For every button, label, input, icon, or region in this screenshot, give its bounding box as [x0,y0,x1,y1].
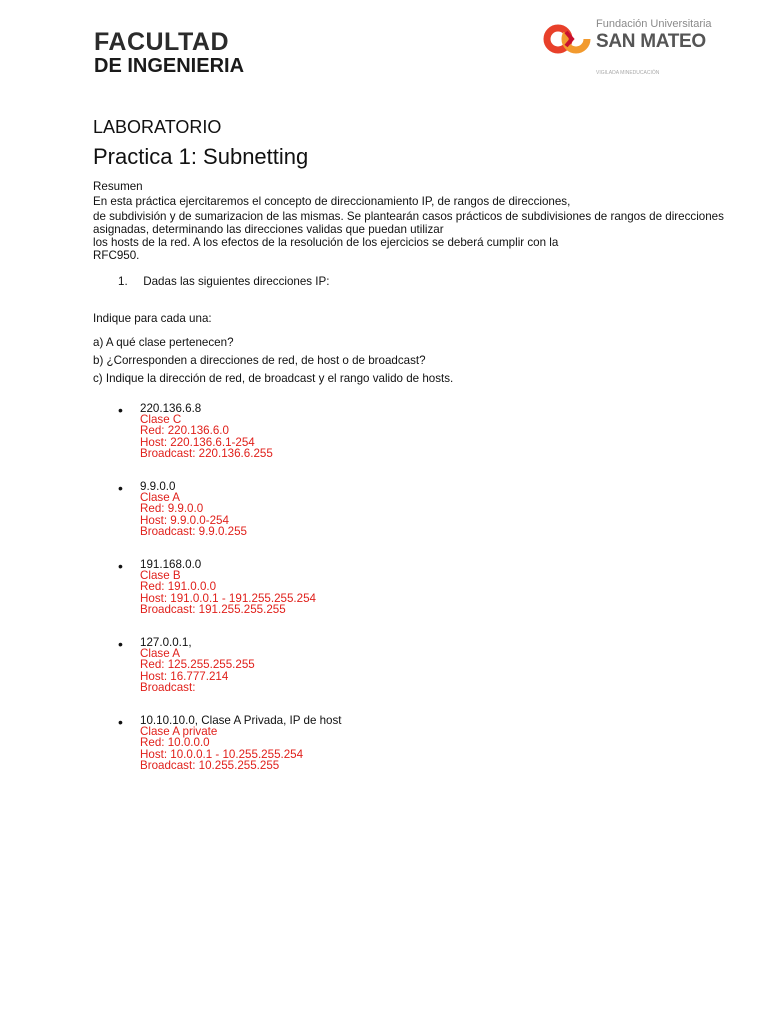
university-logo [542,14,712,84]
faculty-line1: FACULTAD [94,28,229,56]
section-heading: LABORATORIO [93,117,222,137]
ip-broadcast: Broadcast: 191.255.255.255 [140,602,286,616]
ip-address: 127.0.0.1, [140,636,192,650]
question-number: 1. [118,275,128,288]
ip-class: Clase B [140,569,181,583]
bullet: • [118,402,123,418]
bullet: • [118,480,123,497]
ip-broadcast: Broadcast: 9.9.0.255 [140,524,247,538]
ip-host-range: Host: 16.777.214 [140,669,229,683]
ip-host-range: Host: 220.136.6.1-254 [140,435,255,449]
ip-address: 9.9.0.0 [140,480,176,494]
summary-line: RFC950. [93,249,140,262]
bullet: • [118,714,123,731]
question-text: Dadas las siguientes direcciones IP: [143,275,330,288]
logo-name: SAN MATEO [596,31,706,52]
summary-line: los hosts de la red. A los efectos de la resolución de los ejercicios se deberá cumplir con la [93,236,559,249]
ip-network: Red: 10.0.0.0 [140,736,210,750]
summary-line: de subdivisión y de sumarizacion de las mismas. Se plantearán casos prácticos de subdivisiones de rangos de direcciones [93,210,724,223]
list-item [118,715,342,771]
instruction-text: Indique para cada una: [93,312,212,325]
ip-network: Red: 191.0.0.0 [140,580,217,594]
list-item [118,559,342,615]
logo-subtitle: Fundación Universitaria [596,18,712,30]
instructions [93,310,453,388]
sub-question: b) ¿Corresponden a direcciones de red, de host o de broadcast? [93,354,426,367]
logo-tagline: VIGILADA MINEDUCACIÓN [596,70,660,76]
list-item [118,481,342,537]
question-1 [118,275,329,288]
ip-broadcast: Broadcast: 10.255.255.255 [140,758,280,772]
ip-network: Red: 9.9.0.0 [140,502,204,516]
ip-address: 10.10.10.0, Clase A Privada, IP de host [140,714,342,728]
university-emblem-icon [542,14,592,64]
faculty-line2: DE INGENIERIA [94,55,245,77]
sub-question: c) Indique la dirección de red, de broadcast y el rango valido de hosts. [93,372,454,385]
ip-address: 220.136.6.8 [140,402,202,415]
summary-line: asignadas, determinando las direcciones validas que puedan utilizar [93,223,444,236]
list-item [118,403,342,459]
ip-broadcast: Broadcast: [140,680,196,694]
faculty-logo [94,30,244,76]
ip-network: Red: 220.136.6.0 [140,424,229,438]
address-list [118,403,342,793]
ip-broadcast: Broadcast: 220.136.6.255 [140,446,273,460]
summary-block [93,180,753,262]
ip-host-range: Host: 9.9.0.0-254 [140,513,229,527]
ip-address: 191.168.0.0 [140,558,202,572]
ip-class: Clase A [140,491,180,505]
ip-network: Red: 125.255.255.255 [140,658,255,672]
list-item [118,637,342,693]
page-title: Practica 1: Subnetting [93,144,309,169]
summary-line: En esta práctica ejercitaremos el concepto de direccionamiento IP, de rangos de direcciones, [93,195,571,208]
bullet: • [118,558,123,575]
ip-host-range: Host: 191.0.0.1 - 191.255.255.254 [140,591,316,605]
ip-class: Clase A [140,647,180,661]
sub-question: a) A qué clase pertenecen? [93,336,234,349]
bullet: • [118,636,123,653]
summary-label: Resumen [93,180,143,193]
ip-class: Clase C [140,413,182,427]
ip-class: Clase A private [140,725,218,739]
ip-host-range: Host: 10.0.0.1 - 10.255.255.254 [140,747,304,761]
